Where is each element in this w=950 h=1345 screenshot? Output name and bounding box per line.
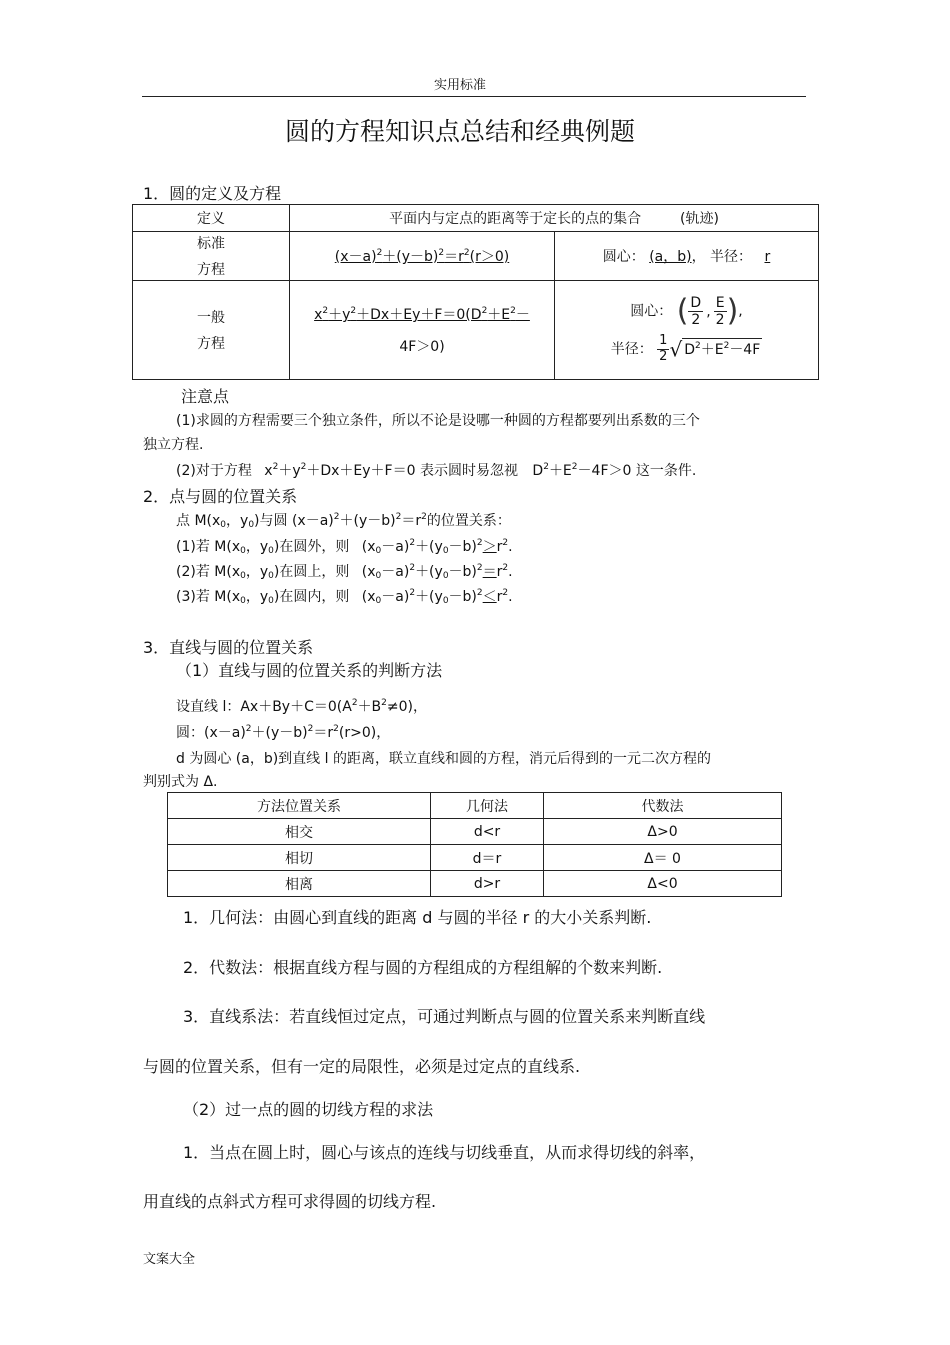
sup: 2	[510, 306, 516, 316]
table-row	[168, 819, 782, 845]
text: .	[508, 539, 513, 555]
sub: 0	[240, 571, 246, 581]
text: ，y	[245, 564, 269, 580]
text: －a)	[381, 564, 410, 580]
subsection-2-heading: （2）过一点的圆的切线方程的求法	[183, 1100, 434, 1119]
cell-relation: 相切	[168, 845, 431, 871]
denominator: 2	[715, 312, 725, 329]
radius-label: 半径：	[710, 249, 753, 265]
point-circle-intro	[176, 510, 511, 530]
sup: 2	[381, 698, 387, 708]
sup: 2	[694, 340, 701, 351]
text: x	[264, 463, 273, 479]
page-title: 圆的方程知识点总结和经典例题	[284, 117, 635, 146]
sub: 0	[240, 546, 246, 556]
sup: 2	[350, 306, 357, 316]
definition-text: 平面内与定点的距离等于定长的点的集合	[389, 211, 642, 227]
text: ＋y	[278, 463, 301, 479]
row-label-general	[133, 281, 290, 380]
sup: 2	[723, 340, 730, 351]
text: －b)	[448, 539, 477, 555]
row-label-standard	[133, 232, 290, 281]
text: 点 M(x	[176, 513, 221, 529]
relation: ＝	[482, 564, 497, 580]
cell-algebraic: Δ>0	[544, 819, 782, 845]
circle-equation-table	[132, 204, 819, 380]
distance-desc-line-2: 判别式为 Δ.	[143, 774, 218, 790]
comma: ，	[691, 249, 706, 265]
text: ＋(y	[415, 564, 443, 580]
fraction	[688, 295, 703, 328]
table-row	[168, 845, 782, 871]
cell-algebraic: Δ<0	[544, 871, 782, 897]
fraction	[714, 295, 727, 328]
text: r	[496, 589, 503, 605]
section-1-heading: 1．圆的定义及方程	[143, 184, 282, 203]
cell-geometric: d<r	[431, 819, 544, 845]
text: ≠0)，	[386, 699, 428, 715]
header-algebraic: 代数法	[544, 793, 782, 819]
general-equation-line-1	[290, 304, 554, 324]
sub: 0	[375, 596, 382, 606]
text: －b)	[448, 564, 477, 580]
tangent-case-1-line-2: 用直线的点斜式方程可求得圆的切线方程.	[143, 1192, 437, 1211]
text: ，y	[226, 513, 249, 529]
sub: 0	[220, 520, 227, 530]
header-geometric: 几何法	[431, 793, 544, 819]
sub: 0	[375, 546, 382, 556]
eq-part: ＝r	[444, 249, 464, 265]
sup: 2	[502, 538, 509, 548]
notes-heading: 注意点	[181, 387, 230, 406]
cell-relation: 相交	[168, 819, 431, 845]
sup: 2	[307, 724, 314, 734]
note-1-line-1: (1)求圆的方程需要三个独立条件，所以不论是设哪一种圆的方程都要列出系数的三个	[176, 413, 700, 429]
table-row	[133, 205, 819, 232]
right-paren: )	[726, 293, 739, 329]
text: ＋(y	[415, 539, 443, 555]
distance-desc-line-1: d 为圆心 (a，b)到直线 l 的距离，联立直线和圆的方程，消元后得到的一元二次方程的	[176, 751, 711, 767]
radius-value: r	[764, 249, 771, 265]
sqrt-body	[682, 338, 762, 359]
case-on	[176, 561, 513, 581]
text: －a)	[381, 539, 410, 555]
text: .	[508, 589, 513, 605]
case-outside	[176, 536, 513, 556]
sup: 2	[245, 724, 252, 734]
eq-part: －4F	[729, 341, 761, 358]
text: r	[496, 564, 503, 580]
text: ＋(y	[415, 589, 443, 605]
label-line: 一般	[197, 310, 225, 326]
header-rule	[142, 96, 806, 97]
label-line: 标准	[197, 236, 225, 252]
eq-part: D	[684, 341, 695, 358]
line-equation	[176, 696, 427, 716]
eq-part: ＋E	[700, 341, 724, 358]
page-footer: 文案大全	[143, 1252, 196, 1267]
text: (x	[361, 539, 376, 555]
method-geometric: 1．几何法：由圆心到直线的距离 d 与圆的半径 r 的大小关系判断.	[183, 908, 652, 927]
text: )与圆 (x－a)	[254, 513, 334, 529]
sup: 2	[300, 462, 307, 472]
sup: 2	[409, 588, 416, 598]
general-equation	[290, 281, 555, 380]
text: 的位置关系：	[426, 513, 511, 529]
page-header: 实用标准	[433, 78, 486, 93]
sub: 0	[442, 571, 449, 581]
table-row	[133, 281, 819, 380]
center-label: 圆心：	[602, 249, 645, 265]
text: (1)若 M(x	[176, 539, 241, 555]
text: (r>0)，	[338, 725, 391, 741]
relation: ＜	[482, 589, 497, 605]
text: ，y	[245, 589, 269, 605]
definition-note: (轨迹)	[679, 211, 719, 227]
sup: 2	[333, 512, 340, 522]
general-center-radius	[555, 281, 819, 380]
center-value: (a，b)	[649, 249, 692, 265]
eq-part: ＋(y－b)	[382, 249, 439, 265]
text: ＋(y－b)	[339, 513, 396, 529]
sub: 0	[248, 520, 255, 530]
sup: 2	[333, 724, 339, 734]
line-circle-table	[167, 792, 782, 897]
text: －4F＞0 这一条件.	[577, 463, 697, 479]
text: ＋E	[548, 463, 572, 479]
text: (2)若 M(x	[176, 564, 241, 580]
standard-equation-text	[335, 249, 509, 265]
section-3-heading: 3．直线与圆的位置关系	[143, 638, 314, 657]
eq-part: －	[515, 307, 530, 323]
cell-geometric: d>r	[431, 871, 544, 897]
text: .	[508, 564, 513, 580]
sub: 0	[375, 571, 382, 581]
text: r	[496, 539, 503, 555]
text: )在圆内，则	[273, 589, 350, 605]
text: －b)	[448, 589, 477, 605]
text: )在圆外，则	[273, 539, 350, 555]
sub: 0	[268, 546, 274, 556]
text: (2)对于方程	[176, 463, 252, 479]
sub: 0	[268, 596, 274, 606]
sub: 0	[442, 596, 449, 606]
sup: 2	[272, 462, 279, 472]
cell-relation: 相离	[168, 871, 431, 897]
numerator: 1	[659, 333, 668, 349]
relation: ＞	[482, 539, 497, 555]
center-label: 圆心：	[630, 303, 673, 320]
text: 圆：(x－a)	[176, 725, 246, 741]
sup: 2	[409, 538, 416, 548]
sup: 2	[322, 306, 329, 316]
sup: 2	[502, 563, 509, 573]
note-2	[176, 460, 696, 480]
text: ＋(y－b)	[251, 725, 308, 741]
sub: 0	[240, 596, 246, 606]
label-line: 方程	[197, 336, 225, 352]
table-header-row	[168, 793, 782, 819]
text: (x	[361, 564, 376, 580]
section-2-heading: 2．点与圆的位置关系	[143, 487, 298, 506]
text: 设直线 l：Ax＋By＋C＝0(A	[176, 699, 352, 715]
general-center: 圆心： ( $\frac{D}{2}$ , $\frac{E}{2}$ ),	[630, 293, 743, 329]
table-row	[168, 871, 782, 897]
sup: 2	[502, 588, 509, 598]
denominator: 2	[659, 349, 668, 365]
row-label-definition: 定义	[133, 205, 290, 232]
sup: 2	[438, 248, 445, 258]
case-inside	[176, 586, 513, 606]
text: ，y	[245, 539, 269, 555]
sub: 0	[268, 571, 274, 581]
standard-equation	[290, 232, 555, 281]
sup: 2	[409, 563, 416, 573]
denominator: 2	[691, 312, 701, 329]
text: )在圆上，则	[273, 564, 350, 580]
sqrt-sign: √	[669, 337, 683, 362]
eq-part: (r＞0)	[469, 249, 510, 265]
sup: 2	[476, 588, 483, 598]
sup: 2	[463, 248, 470, 258]
sup: 2	[421, 512, 427, 522]
sup: 2	[395, 512, 402, 522]
text: －a)	[381, 589, 410, 605]
text: (3)若 M(x	[176, 589, 241, 605]
eq-part: (x－a)	[334, 249, 377, 265]
method-line-system-line-1: 3．直线系法：若直线恒过定点，可通过判断点与圆的位置关系来判断直线	[183, 1007, 706, 1026]
eq-part: ＋y	[328, 307, 351, 323]
header-relation: 方法位置关系	[168, 793, 431, 819]
text: ＝r	[313, 725, 334, 741]
sup: 2	[571, 462, 578, 472]
sup: 2	[376, 248, 383, 258]
label-line: 方程	[197, 262, 225, 278]
definition-cell	[290, 205, 819, 232]
tangent-case-1-line-1: 1．当点在圆上时，圆心与该点的连线与切线垂直，从而求得切线的斜率，	[183, 1143, 706, 1162]
note-1-line-2: 独立方程.	[143, 437, 204, 453]
sup: 2	[543, 462, 549, 472]
cell-geometric: d＝r	[431, 845, 544, 871]
radius-label: 半径：	[610, 341, 653, 358]
method-algebraic: 2．代数法：根据直线方程与圆的方程组成的方程组解的个数来判断.	[183, 958, 663, 977]
method-line-system-line-2: 与圆的位置关系，但有一定的局限性，必须是过定点的直线系.	[143, 1057, 581, 1076]
eq-part: ＋Dx＋Ey＋F＝0(D	[356, 307, 482, 323]
general-equation-line-2: 4F＞0)	[399, 339, 445, 355]
half-fraction	[657, 334, 669, 365]
text: ＋Dx＋Ey＋F＝0 表示圆时易忽视	[306, 463, 518, 479]
text: D	[532, 463, 544, 479]
numerator: E	[714, 295, 727, 312]
text: ＝r	[401, 513, 422, 529]
sup: 2	[476, 563, 483, 573]
general-radius	[555, 334, 818, 365]
standard-center-radius	[555, 232, 819, 281]
subsection-1-heading: （1）直线与圆的位置关系的判断方法	[176, 661, 443, 680]
numerator: D	[690, 294, 702, 311]
text: (x	[361, 589, 376, 605]
eq-part: x	[314, 307, 323, 323]
sup: 2	[481, 306, 488, 316]
table-row	[133, 232, 819, 281]
text: ＋B	[357, 699, 382, 715]
left-paren: (	[676, 293, 689, 329]
sup: 2	[476, 538, 483, 548]
sup: 2	[351, 698, 358, 708]
eq-part: ＋E	[487, 307, 511, 323]
cell-algebraic: Δ＝ 0	[544, 845, 782, 871]
circle-equation	[176, 722, 390, 742]
sub: 0	[442, 546, 449, 556]
